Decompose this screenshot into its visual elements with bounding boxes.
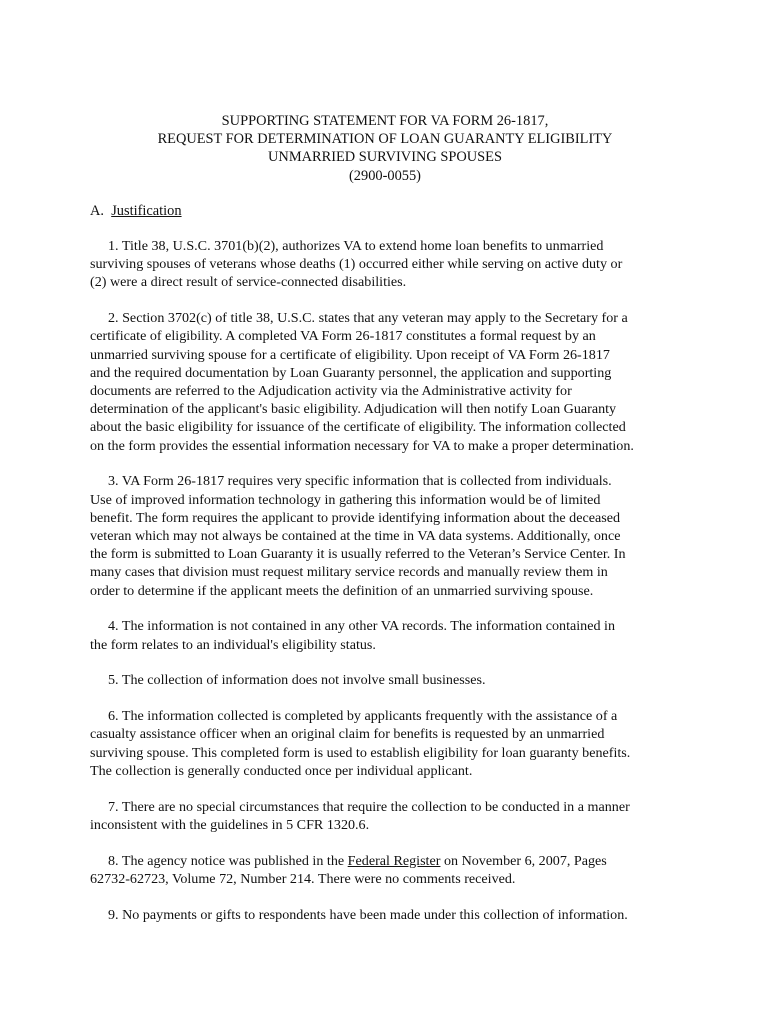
paragraph-3	[90, 472, 685, 599]
paragraph-7	[90, 798, 685, 834]
paragraph-6	[90, 707, 685, 780]
paragraph-line: on the form provides the essential information necessary for VA to make a proper determination.	[90, 437, 634, 454]
paragraph-line: 4. The information is not contained in any other VA records. The information contained in	[108, 618, 616, 635]
paragraph-line: determination of the applicant's basic eligibility. Adjudication will then notify Loan Guaranty	[90, 401, 617, 418]
title-line: UNMARRIED SURVIVING SPOUSES	[268, 149, 502, 166]
document-body	[90, 237, 685, 941]
paragraph-2	[90, 309, 685, 455]
paragraph-line: and the required documentation by Loan Guaranty personnel, the application and supporting	[90, 364, 612, 381]
paragraph-line: about the basic eligibility for issuance of the certificate of eligibility. The information collected	[90, 419, 626, 436]
paragraph-line: certificate of eligibility. A completed VA Form 26-1817 constitutes a formal request by an	[90, 328, 596, 345]
paragraph-5	[90, 671, 685, 689]
section-title: Justification	[111, 203, 182, 219]
paragraph-line: veteran which may not always be contained at the time in VA data systems. Additionally, once	[90, 528, 621, 545]
paragraph-line: many cases that division must request military service records and manually review them in	[90, 564, 608, 581]
paragraph-line: 2. Section 3702(c) of title 38, U.S.C. states that any veteran may apply to the Secretary for a	[108, 310, 628, 327]
paragraph-line: documents are referred to the Adjudication activity via the Administrative activity for	[90, 383, 572, 400]
title-line: SUPPORTING STATEMENT FOR VA FORM 26-1817,	[221, 113, 549, 129]
section-heading	[90, 202, 182, 220]
title-line: REQUEST FOR DETERMINATION OF LOAN GUARANTY ELIGIBILITY	[157, 131, 613, 148]
paragraph-line: surviving spouses of veterans whose deaths (1) occurred either while serving on active duty or	[90, 256, 623, 273]
paragraph-line: Use of improved information technology in gathering this information would be of limited	[90, 491, 601, 508]
paragraph-9	[90, 906, 685, 924]
paragraph-line: 5. The collection of information does not involve small businesses.	[108, 672, 486, 689]
paragraph-line: order to determine if the applicant meets the definition of an unmarried surviving spouse.	[90, 582, 594, 599]
paragraph-line: 9. No payments or gifts to respondents have been made under this collection of information.	[108, 906, 628, 923]
paragraph-8	[90, 852, 685, 888]
paragraph-text: on November 6, 2007, Pages	[440, 852, 607, 869]
paragraph-1	[90, 237, 685, 292]
omb-control-number: (2900-0055)	[349, 167, 421, 184]
paragraph-line: benefit. The form requires the applicant to provide identifying information about the deceased	[90, 509, 621, 526]
paragraph-line: 6. The information collected is completed by applicants frequently with the assistance of a	[108, 708, 618, 725]
paragraph-line: (2) were a direct result of service-connected disabilities.	[90, 274, 407, 291]
paragraph-line: The collection is generally conducted once per individual applicant.	[90, 762, 473, 779]
paragraph-4	[90, 617, 685, 653]
paragraph-line: the form is submitted to Loan Guaranty it is usually referred to the Veteran’s Service Center. In	[90, 546, 626, 563]
paragraph-text: 8. The agency notice was published in the	[108, 852, 348, 869]
document-title	[0, 112, 770, 185]
section-letter: A.	[90, 203, 104, 219]
paragraph-line: 7. There are no special circumstances that require the collection to be conducted in a manner	[108, 798, 630, 815]
paragraph-line: 1. Title 38, U.S.C. 3701(b)(2), authorizes VA to extend home loan benefits to unmarried	[108, 238, 604, 254]
paragraph-line: 62732-62723, Volume 72, Number 214. There were no comments received.	[90, 870, 516, 887]
paragraph-line: surviving spouse. This completed form is used to establish eligibility for loan guaranty benefits.	[90, 744, 631, 761]
paragraph-line: unmarried surviving spouse for a certificate of eligibility. Upon receipt of VA Form 26-1817	[90, 346, 610, 363]
paragraph-line: 3. VA Form 26-1817 requires very specific information that is collected from individuals.	[108, 473, 612, 490]
paragraph-line: the form relates to an individual's eligibility status.	[90, 636, 376, 653]
federal-register-citation: Federal Register	[347, 852, 441, 869]
paragraph-line: casualty assistance officer when an original claim for benefits is requested by an unmarried	[90, 726, 605, 743]
paragraph-line: inconsistent with the guidelines in 5 CFR 1320.6.	[90, 816, 370, 833]
paragraph-line	[90, 852, 685, 870]
